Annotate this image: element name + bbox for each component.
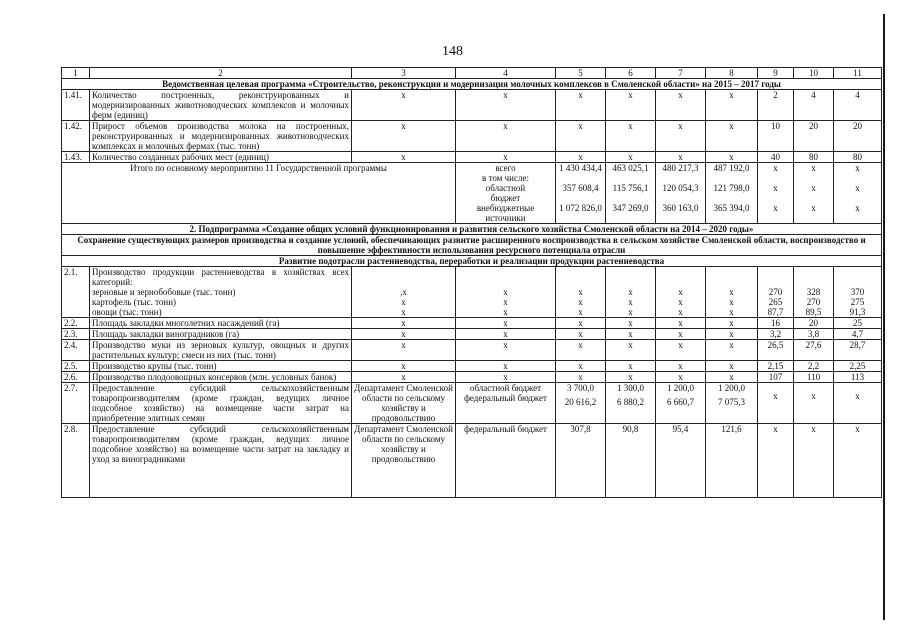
cell: 2,25 [834, 361, 882, 372]
cell: 6 880,2 [617, 397, 644, 407]
cell-stack [706, 267, 758, 318]
cell [706, 213, 758, 224]
cell [794, 383, 834, 424]
header-cell: 8 [706, 68, 758, 79]
source-line: федеральный бюджет [464, 393, 547, 403]
row-number: 1.41. [62, 90, 90, 121]
cell: 360 163,0 [656, 203, 706, 213]
cell: х [456, 329, 556, 340]
cell: х [352, 90, 456, 121]
cell: 89,5 [805, 307, 822, 317]
cell: 107 [758, 372, 794, 383]
cell: х [456, 372, 556, 383]
row-name: Площадь закладки многолетних насаждений (га) [90, 318, 352, 329]
cell: х [656, 90, 706, 121]
cell: х [606, 90, 656, 121]
cell: х [352, 372, 456, 383]
column-number-row [62, 68, 882, 79]
cell: 487 192,0 [706, 163, 758, 174]
cell: 87,7 [767, 307, 784, 317]
cell: 20 [794, 121, 834, 152]
cell-value: х [811, 391, 816, 401]
row-number: 2.8. [62, 424, 90, 498]
row-number: 2.7. [62, 383, 90, 424]
header-cell: 1 [62, 68, 90, 79]
cell-stack [656, 383, 706, 424]
cell: 90,8 [606, 424, 656, 498]
row-number: 2.3. [62, 329, 90, 340]
sub-item-name: овощи (тыс. тонн) [92, 307, 162, 317]
source-cell: внебюджетные [456, 203, 556, 213]
cell: х [729, 307, 734, 317]
cell: 270 [806, 297, 821, 307]
cell: х [352, 329, 456, 340]
cell: х [578, 287, 583, 297]
header-cell: 6 [606, 68, 656, 79]
cell: х [401, 307, 406, 317]
row-number: 2.4. [62, 340, 90, 361]
row-name: Производство муки из зерновых культур, овощных и других растительных культур; смеси из них (тыс. тонн) [90, 340, 352, 361]
source-cell: в том числе: [456, 173, 556, 183]
cell: х [656, 318, 706, 329]
cell: 95,4 [656, 424, 706, 498]
cell: 27,6 [794, 340, 834, 361]
cell: х [678, 307, 683, 317]
table-row [62, 152, 882, 163]
source-cell: бюджет [456, 193, 556, 203]
cell-stack [794, 267, 834, 318]
cell: 80 [794, 152, 834, 163]
cell: х [556, 152, 606, 163]
row-number: 2.1. [62, 267, 90, 318]
cell: х [758, 163, 794, 174]
cell: х [794, 183, 834, 193]
row-name: Предоставление субсидий сельскохозяйственным товаропроизводителям (кроме граждан, ведущих личное подсобное хозяйство) на возмещение части затрат на закладку и уход за виноградниками [90, 424, 352, 498]
cell: 365 394,0 [706, 203, 758, 213]
cell: 120 054,3 [656, 183, 706, 193]
cell: 3 700,0 [567, 383, 594, 393]
cell-stack [606, 383, 656, 424]
cell: 1 200,0 [718, 383, 745, 393]
cell-value: х [773, 391, 778, 401]
source-cell: областной [456, 183, 556, 193]
cell: х [794, 203, 834, 213]
total-label: Итого по основному мероприятию 11 Государственной программы [62, 163, 456, 224]
program-table [61, 67, 882, 498]
cell: х [456, 361, 556, 372]
cell: 2,2 [794, 361, 834, 372]
cell: х [456, 152, 556, 163]
cell [606, 213, 656, 224]
cell: х [656, 361, 706, 372]
cell: 1 430 434,4 [556, 163, 606, 174]
cell: 4 [794, 90, 834, 121]
cell [834, 193, 882, 203]
cell: х [606, 329, 656, 340]
cell: х [578, 297, 583, 307]
cell [606, 173, 656, 183]
cell [556, 193, 606, 203]
cell: х [706, 90, 758, 121]
cell: х [503, 307, 508, 317]
cell [834, 213, 882, 224]
cell [706, 193, 758, 203]
row-name: Производство крупы (тыс. тонн) [90, 361, 352, 372]
table-row [62, 90, 882, 121]
table-row [62, 340, 882, 361]
cell: х [758, 424, 794, 498]
cell: х [656, 372, 706, 383]
cell: 3,8 [794, 329, 834, 340]
cell [606, 193, 656, 203]
cell: х [556, 361, 606, 372]
row-name: Площадь закладки виноградников (га) [90, 329, 352, 340]
header-cell: 10 [794, 68, 834, 79]
cell: 113 [834, 372, 882, 383]
cell: х [656, 152, 706, 163]
table-row [62, 267, 882, 318]
row-number: 1.43. [62, 152, 90, 163]
page-number: 148 [442, 44, 463, 59]
row-name: Количество созданных рабочих мест (единиц) [90, 152, 352, 163]
cell: х [729, 297, 734, 307]
cell: х [758, 183, 794, 193]
cell [758, 383, 794, 424]
cell-value: х [855, 391, 860, 401]
cell: х [556, 329, 606, 340]
cell [794, 213, 834, 224]
header-cell: 2 [90, 68, 352, 79]
cell: х [834, 203, 882, 213]
cell [556, 213, 606, 224]
cell: х [706, 318, 758, 329]
row-name: Предоставление субсидий сельскохозяйственным товаропроизводителям (кроме граждан, ведущих личное подсобное хозяйство) на возмещение части затрат на приобретение элитных семян [90, 383, 352, 424]
cell: х [706, 152, 758, 163]
cell [758, 173, 794, 183]
cell: х [606, 372, 656, 383]
cell: 4 [834, 90, 882, 121]
cell: х [678, 287, 683, 297]
source-cell [456, 383, 556, 424]
cell: х [456, 318, 556, 329]
row-name [90, 267, 352, 318]
cell: х [578, 307, 583, 317]
cell-stack [556, 383, 606, 424]
cell: 4,7 [834, 329, 882, 340]
cell: х [794, 424, 834, 498]
cell: х [706, 121, 758, 152]
cell: 10 [758, 121, 794, 152]
table-row [62, 383, 882, 424]
responsible-cell: Департамент Смоленской области по сельскому хозяйству и продовольствию [352, 424, 456, 498]
cell: 2 [758, 90, 794, 121]
source-cell: всего [456, 163, 556, 174]
cell: 1 300,0 [617, 383, 644, 393]
subprogram-title: 2. Подпрограмма «Создание общих условий функционирования и развития сельского хозяйства Смоленской области на 2014 – 2020 годы» [62, 224, 882, 235]
cell: х [556, 372, 606, 383]
cell [834, 173, 882, 183]
sub-item-name: зерновые и зернобобовые (тыс. тонн) [92, 287, 236, 297]
cell: 80 [834, 152, 882, 163]
cell: х [834, 183, 882, 193]
table-row [62, 361, 882, 372]
cell: х [352, 340, 456, 361]
cell: 463 025,1 [606, 163, 656, 174]
cell: 328 [806, 287, 821, 297]
cell [706, 173, 758, 183]
table-row [62, 372, 882, 383]
cell: 3,2 [758, 329, 794, 340]
cell: х [628, 297, 633, 307]
cell: х [628, 307, 633, 317]
cell: 347 269,0 [606, 203, 656, 213]
cell [656, 213, 706, 224]
cell: х [352, 121, 456, 152]
cell: 91,3 [849, 307, 866, 317]
cell: х [401, 297, 406, 307]
source-cell: источники [456, 213, 556, 224]
cell [758, 213, 794, 224]
header-cell: 4 [456, 68, 556, 79]
cell-stack [834, 267, 882, 318]
cell: х [556, 90, 606, 121]
cell: х [503, 287, 508, 297]
cell: х [706, 340, 758, 361]
row-number: 1.42. [62, 121, 90, 152]
cell: 115 756,1 [606, 183, 656, 193]
cell-stack [352, 267, 456, 318]
program-title: Ведомственная целевая программа «Строительство, реконструкция и модернизация молочных комплексов в Смоленской области» на 2015 – 2017 годы [62, 79, 882, 90]
cell: х [656, 329, 706, 340]
cell: х [556, 318, 606, 329]
cell: 25 [834, 318, 882, 329]
row-name: Производство плодоовощных консервов (млн. условных банок) [90, 372, 352, 383]
cell: 26,5 [758, 340, 794, 361]
cell: х [456, 340, 556, 361]
cell: 357 608,4 [556, 183, 606, 193]
cell: х [706, 329, 758, 340]
row-number: 2.5. [62, 361, 90, 372]
cell: х [706, 361, 758, 372]
cell: х [556, 340, 606, 361]
cell: х [758, 203, 794, 213]
cell: х [656, 121, 706, 152]
cell: х [352, 152, 456, 163]
cell: 1 072 826,0 [556, 203, 606, 213]
cell: х [456, 90, 556, 121]
cell: х [834, 163, 882, 174]
cell: 20 616,2 [564, 397, 597, 407]
total-row [62, 163, 882, 174]
cell-stack [706, 383, 758, 424]
cell: 2,15 [758, 361, 794, 372]
row-number: 2.2. [62, 318, 90, 329]
cell: 40 [758, 152, 794, 163]
cell: х [729, 287, 734, 297]
cell: х [606, 152, 656, 163]
cell: 121 798,0 [706, 183, 758, 193]
cell: 307,8 [556, 424, 606, 498]
cell [656, 193, 706, 203]
cell-stack [656, 267, 706, 318]
source-line: областной бюджет [469, 383, 542, 393]
row-name: Количество построенных, реконструированных и модернизированных животноводческих комплексов и молочных ферм (единиц) [90, 90, 352, 121]
header-cell: 3 [352, 68, 456, 79]
cell: х [352, 361, 456, 372]
right-margin-line [883, 14, 885, 620]
row-heading: Производство продукции растениеводства в хозяйствах всех категорий: [92, 267, 349, 287]
goal-title: Сохранение существующих размеров производства и создание условий, обеспечивающих развитие расширенного воспроизводства в сельском хозяйстве Смоленской области, воспроизводство и повышение эффективности использования ресурсного потенциала отрасли [62, 235, 882, 256]
cell: х [456, 121, 556, 152]
cell-stack [456, 267, 556, 318]
responsible-cell: Департамент Смоленской области по сельскому хозяйству и продовольствию [352, 383, 456, 424]
cell: 480 217,3 [656, 163, 706, 174]
cell: х [606, 121, 656, 152]
header-cell: 7 [656, 68, 706, 79]
table-row [62, 424, 882, 498]
source-cell: федеральный бюджет [456, 424, 556, 498]
cell: х [628, 287, 633, 297]
cell: 110 [794, 372, 834, 383]
cell [758, 193, 794, 203]
cell: х [556, 121, 606, 152]
cell: х [678, 297, 683, 307]
row-name: Прирост объемов производства молока на построенных, реконструированных и модернизированных животноводческих комплексах и молочных фермах (тыс. тонн) [90, 121, 352, 152]
cell: 121,6 [706, 424, 758, 498]
cell: 370 [850, 287, 865, 297]
cell-stack [606, 267, 656, 318]
cell [794, 173, 834, 183]
header-cell: 9 [758, 68, 794, 79]
task-title: Развитие подотрасли растениеводства, переработки и реализации продукции растениеводства [62, 256, 882, 267]
cell: 20 [794, 318, 834, 329]
cell: х [794, 163, 834, 174]
cell: 28,7 [834, 340, 882, 361]
cell: х [606, 340, 656, 361]
cell: х [656, 340, 706, 361]
cell: х [834, 424, 882, 498]
cell-stack [556, 267, 606, 318]
cell: 270 [768, 287, 783, 297]
cell: 7 075,3 [718, 397, 745, 407]
cell [834, 383, 882, 424]
header-cell: 5 [556, 68, 606, 79]
cell: х [606, 361, 656, 372]
table-row [62, 318, 882, 329]
cell: х [503, 297, 508, 307]
cell: 6 660,7 [667, 397, 694, 407]
cell: 265 [768, 297, 783, 307]
table-row [62, 329, 882, 340]
cell: х [706, 372, 758, 383]
sub-item-name: картофель (тыс. тонн) [92, 297, 177, 307]
cell: ,х [400, 287, 407, 297]
cell: 16 [758, 318, 794, 329]
table-row [62, 121, 882, 152]
cell-stack [758, 267, 794, 318]
header-cell: 11 [834, 68, 882, 79]
cell [556, 173, 606, 183]
row-number: 2.6. [62, 372, 90, 383]
cell [794, 193, 834, 203]
cell: 275 [850, 297, 865, 307]
cell: х [606, 318, 656, 329]
cell [656, 173, 706, 183]
cell: 1 200,0 [667, 383, 694, 393]
cell: х [352, 318, 456, 329]
cell: 20 [834, 121, 882, 152]
